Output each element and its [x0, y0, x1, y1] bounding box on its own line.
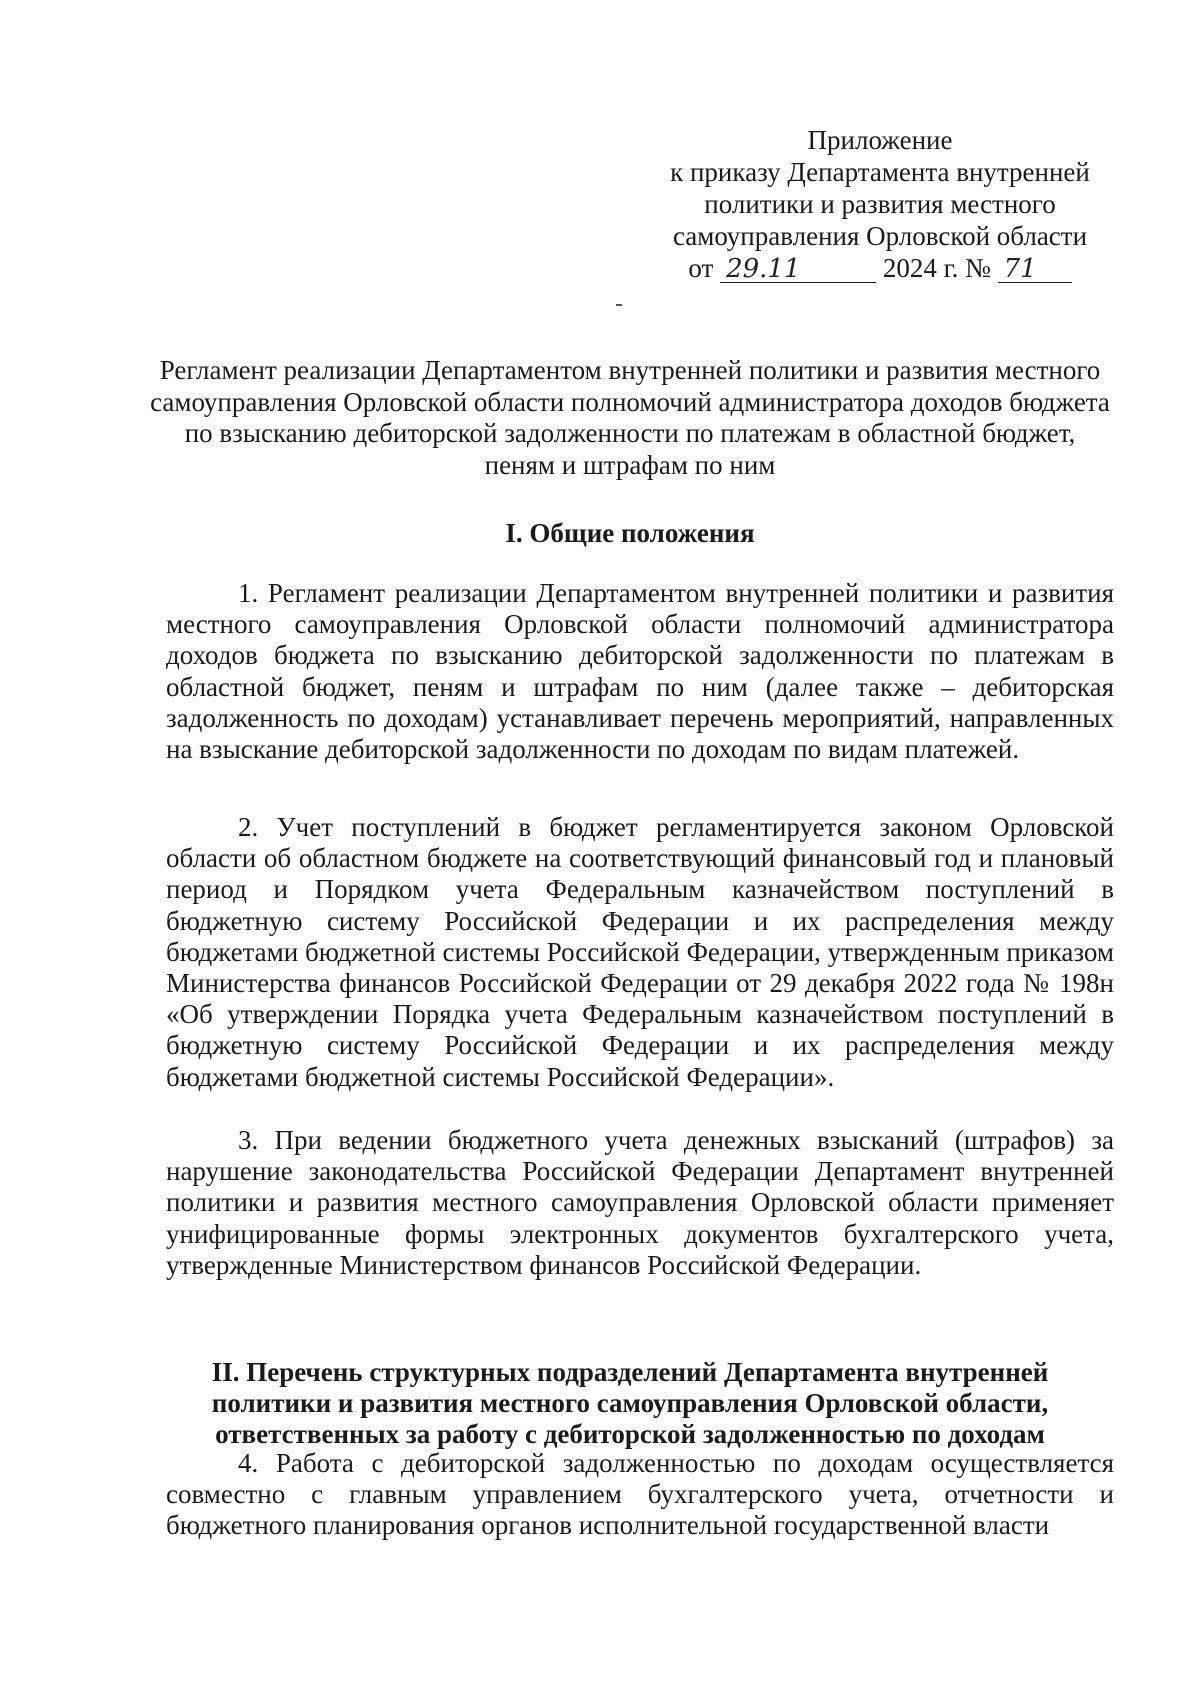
appendix-date-line	[640, 252, 1120, 284]
paragraph-2: 2. Учет поступлений в бюджет регламентируется законом Орловской области об областном бюджете на соответствующий финансовый год и плановый период и Порядком учета Федеральным казначейством поступлений в бюджетную систему Российской Федерации и их распределения между бюджетами бюджетной системы Российской Федерации, утвержденным приказом Министерства финансов Российской Федерации от 29 декабря 2022 года № 198н «Об утверждении Порядка учета Федеральным казначейством поступлений в бюджетную систему Российской Федерации и их распределения между бюджетами бюджетной системы Российской Федерации».	[166, 812, 1114, 1092]
section-2-heading-line-2: политики и развития местного самоуправления Орловской области,	[211, 1388, 1049, 1418]
section-2-heading-line-1: II. Перечень структурных подразделений Департамента внутренней	[211, 1357, 1049, 1387]
appendix-label: Приложение	[807, 125, 953, 155]
handwritten-date: 29.11	[720, 256, 876, 283]
appendix-region-line: самоуправления Орловской области	[672, 221, 1088, 251]
date-prefix: от	[688, 253, 714, 283]
section-2-heading-line-3: ответственных за работу с дебиторской задолженностью по доходам	[215, 1419, 1045, 1449]
scan-speck	[616, 304, 622, 306]
paragraph-3: 3. При ведении бюджетного учета денежных взысканий (штрафов) за нарушение законодательства Российской Федерации Департамент внутренней политики и развития местного самоуправления Орловской области применяет унифицированные формы электронных документов бухгалтерского учета, утвержденные Министерством финансов Российской Федерации.	[166, 1125, 1114, 1280]
appendix-department-line: политики и развития местного	[704, 189, 1056, 219]
appendix-order-line: к приказу Департамента внутренней	[670, 157, 1090, 187]
document-title: Регламент реализации Департаментом внутренней политики и развития местного самоуправления Орловской области полномочий администратора доходов бюджета по взысканию дебиторской задолженности по платежам в областной бюджет, пеням и штрафам по ним	[150, 355, 1110, 480]
appendix-header	[640, 124, 1120, 284]
section-2-heading	[150, 1357, 1110, 1450]
paragraph-4: 4. Работа с дебиторской задолженностью по доходам осуществляется совместно с главным управлением бухгалтерского учета, отчетности и бюджетного планирования органов исполнительной государственной власти	[166, 1448, 1114, 1541]
handwritten-order-number: 71	[998, 256, 1072, 283]
section-1-heading: I. Общие положения	[505, 518, 755, 548]
order-year: 2024 г. №	[882, 253, 991, 283]
paragraph-1: 1. Регламент реализации Департаментом внутренней политики и развития местного самоуправления Орловской области полномочий администратора доходов бюджета по взысканию дебиторской задолженности по платежам в областной бюджет, пеням и штрафам по ним (далее также – дебиторская задолженность по доходам) устанавливает перечень мероприятий, направленных на взыскание дебиторской задолженности по доходам по видам платежей.	[166, 578, 1114, 765]
